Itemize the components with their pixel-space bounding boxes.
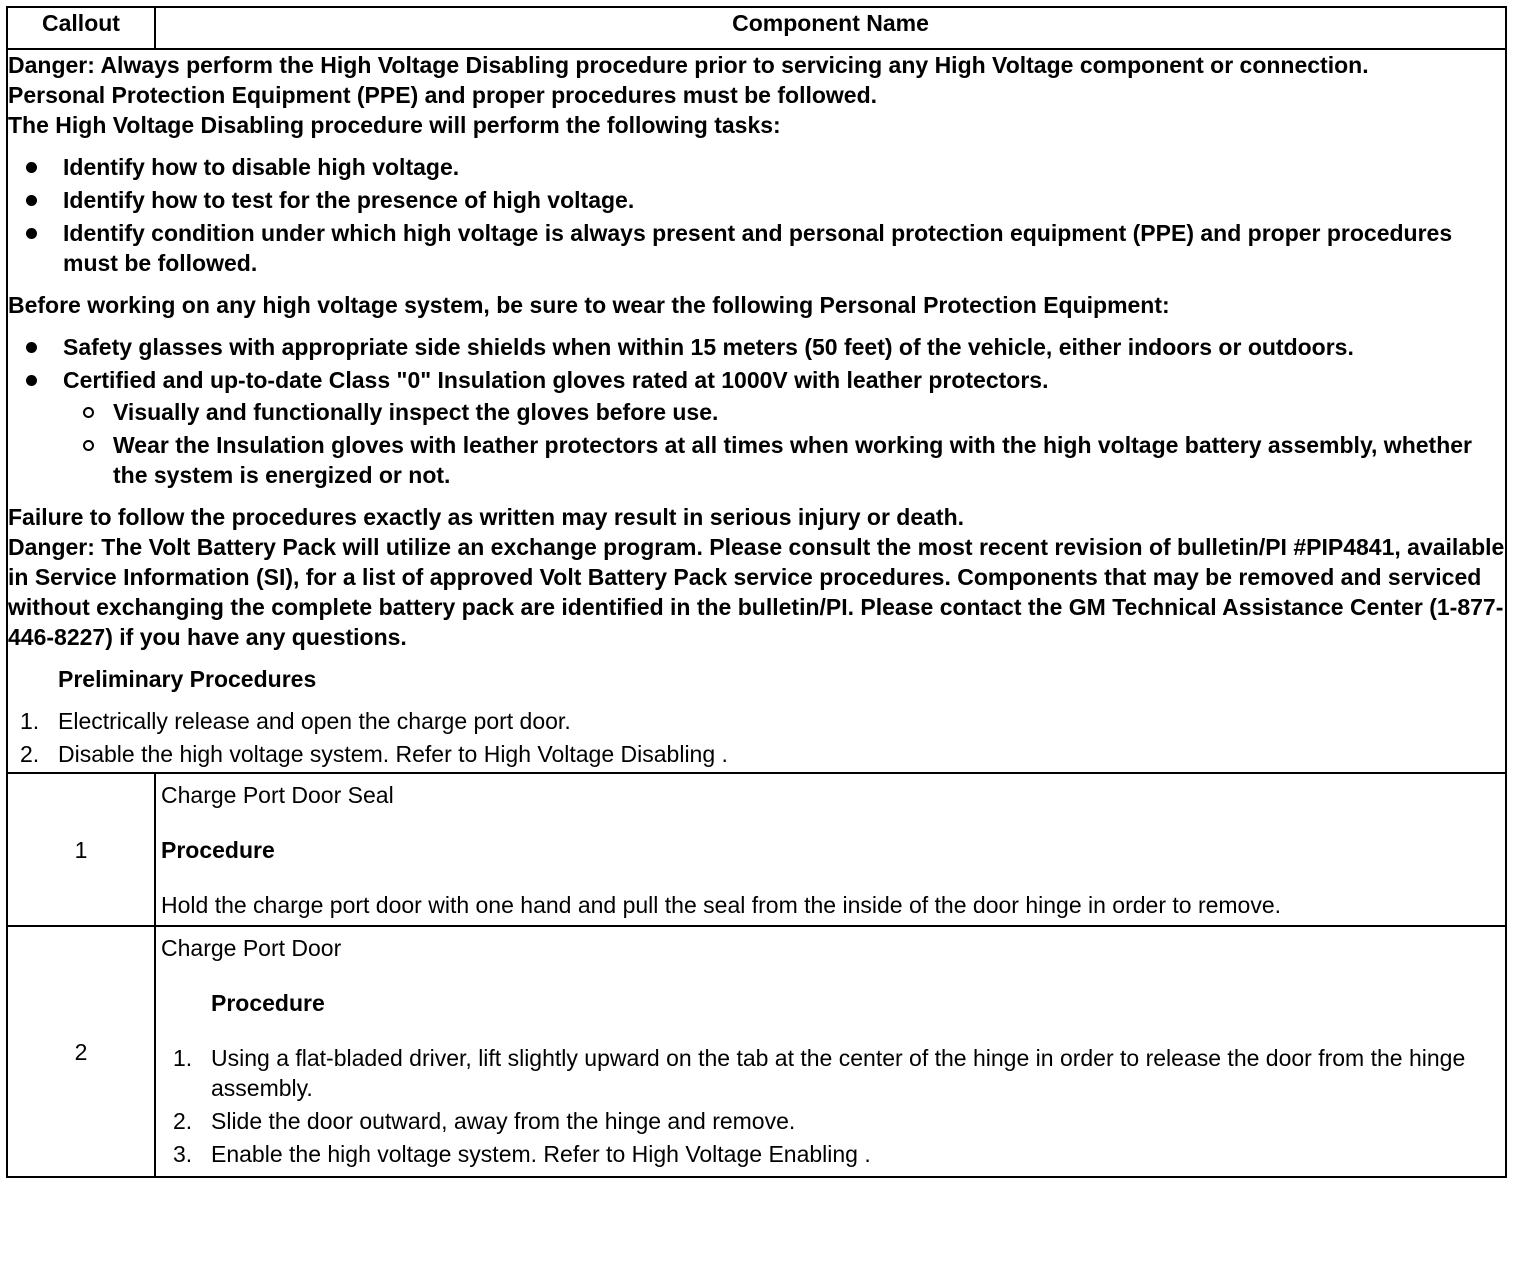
failure-warning: Failure to follow the procedures exactly as written may result in serious injury or death. [8,504,965,530]
procedure-label: Procedure [211,990,325,1016]
procedure-text: Hold the charge port door with one hand and pull the seal from the inside of the door hinge in order to remove. [161,892,1282,918]
component-name: Charge Port Door Seal [161,782,394,808]
danger-line-2: Personal Protection Equipment (PPE) and proper procedures must be followed. [8,82,878,108]
task-list [8,152,1505,278]
callout-column-header: Callout [7,7,155,49]
step-number: 2. [20,741,40,767]
danger-line-3: The High Voltage Disabling procedure will perform the following tasks: [8,112,781,138]
preliminary-heading: Preliminary Procedures [58,666,317,692]
callout-number: 2 [7,926,155,1177]
step-number: 1. [173,1045,193,1071]
procedure-steps [161,1043,1497,1169]
procedure-label: Procedure [161,837,275,863]
list-item [161,1043,1497,1103]
list-item: Identify how to disable high voltage. [8,152,1505,182]
list-item [8,739,1505,769]
step-text: Using a flat-bladed driver, lift slightly upward on the tab at the center of the hinge in order to release the door from the hinge assembly. [211,1045,1466,1101]
warning-row [7,49,1506,773]
table-row [7,773,1506,926]
ppe-intro: Before working on any high voltage system, be sure to wear the following Personal Protection Equipment: [8,292,1170,318]
step-text: Electrically release and open the charge port door. [58,708,571,734]
step-text: Slide the door outward, away from the hinge and remove. [211,1108,796,1134]
list-item: Identify condition under which high voltage is always present and personal protection equipment (PPE) and proper procedures must be followed. [8,218,1505,278]
list-item [8,365,1505,490]
danger-warning-block [7,49,1506,773]
ppe-item-text: Certified and up-to-date Class "0" Insulation gloves rated at 1000V with leather protectors. [63,367,1049,393]
list-item: Wear the Insulation gloves with leather protectors at all times when working with the high voltage battery assembly, whether the system is energized or not. [63,430,1505,490]
component-cell [155,926,1506,1177]
step-number: 1. [20,708,40,734]
component-name-column-header: Component Name [155,7,1506,49]
callout-number: 1 [7,773,155,926]
danger-line-1: Danger: Always perform the High Voltage Disabling procedure prior to servicing any High Voltage component or connection. [8,52,1369,78]
step-text: Enable the high voltage system. Refer to High Voltage Enabling . [211,1141,871,1167]
component-table [6,6,1507,1178]
table-row [7,926,1506,1177]
glove-sublist [63,397,1505,490]
step-text: Disable the high voltage system. Refer to High Voltage Disabling . [58,741,728,767]
component-cell [155,773,1506,926]
list-item [8,706,1505,736]
ppe-item-text: Safety glasses with appropriate side shields when within 15 meters (50 feet) of the vehicle, either indoors or outdoors. [63,334,1354,360]
step-number: 2. [173,1108,193,1134]
component-name: Charge Port Door [161,935,342,961]
ppe-list [8,332,1505,490]
preliminary-steps [8,706,1505,769]
list-item: Identify how to test for the presence of high voltage. [8,185,1505,215]
danger-battery-exchange: Danger: The Volt Battery Pack will utilize an exchange program. Please consult the most recent revision of bulletin/PI #PIP4841, available in Service Information (SI), for a list of approved Volt Battery Pack service procedures. Components that may be removed and serviced without exchanging the complete battery pack are identified in the bulletin/PI. Please contact the GM Technical Assistance Center (1-877-446-8227) if you have any questions. [8,534,1505,650]
list-item [8,332,1505,362]
table-header-row [7,7,1506,49]
list-item [161,1139,1497,1169]
step-number: 3. [173,1141,193,1167]
list-item: Visually and functionally inspect the gloves before use. [63,397,1505,427]
list-item [161,1106,1497,1136]
